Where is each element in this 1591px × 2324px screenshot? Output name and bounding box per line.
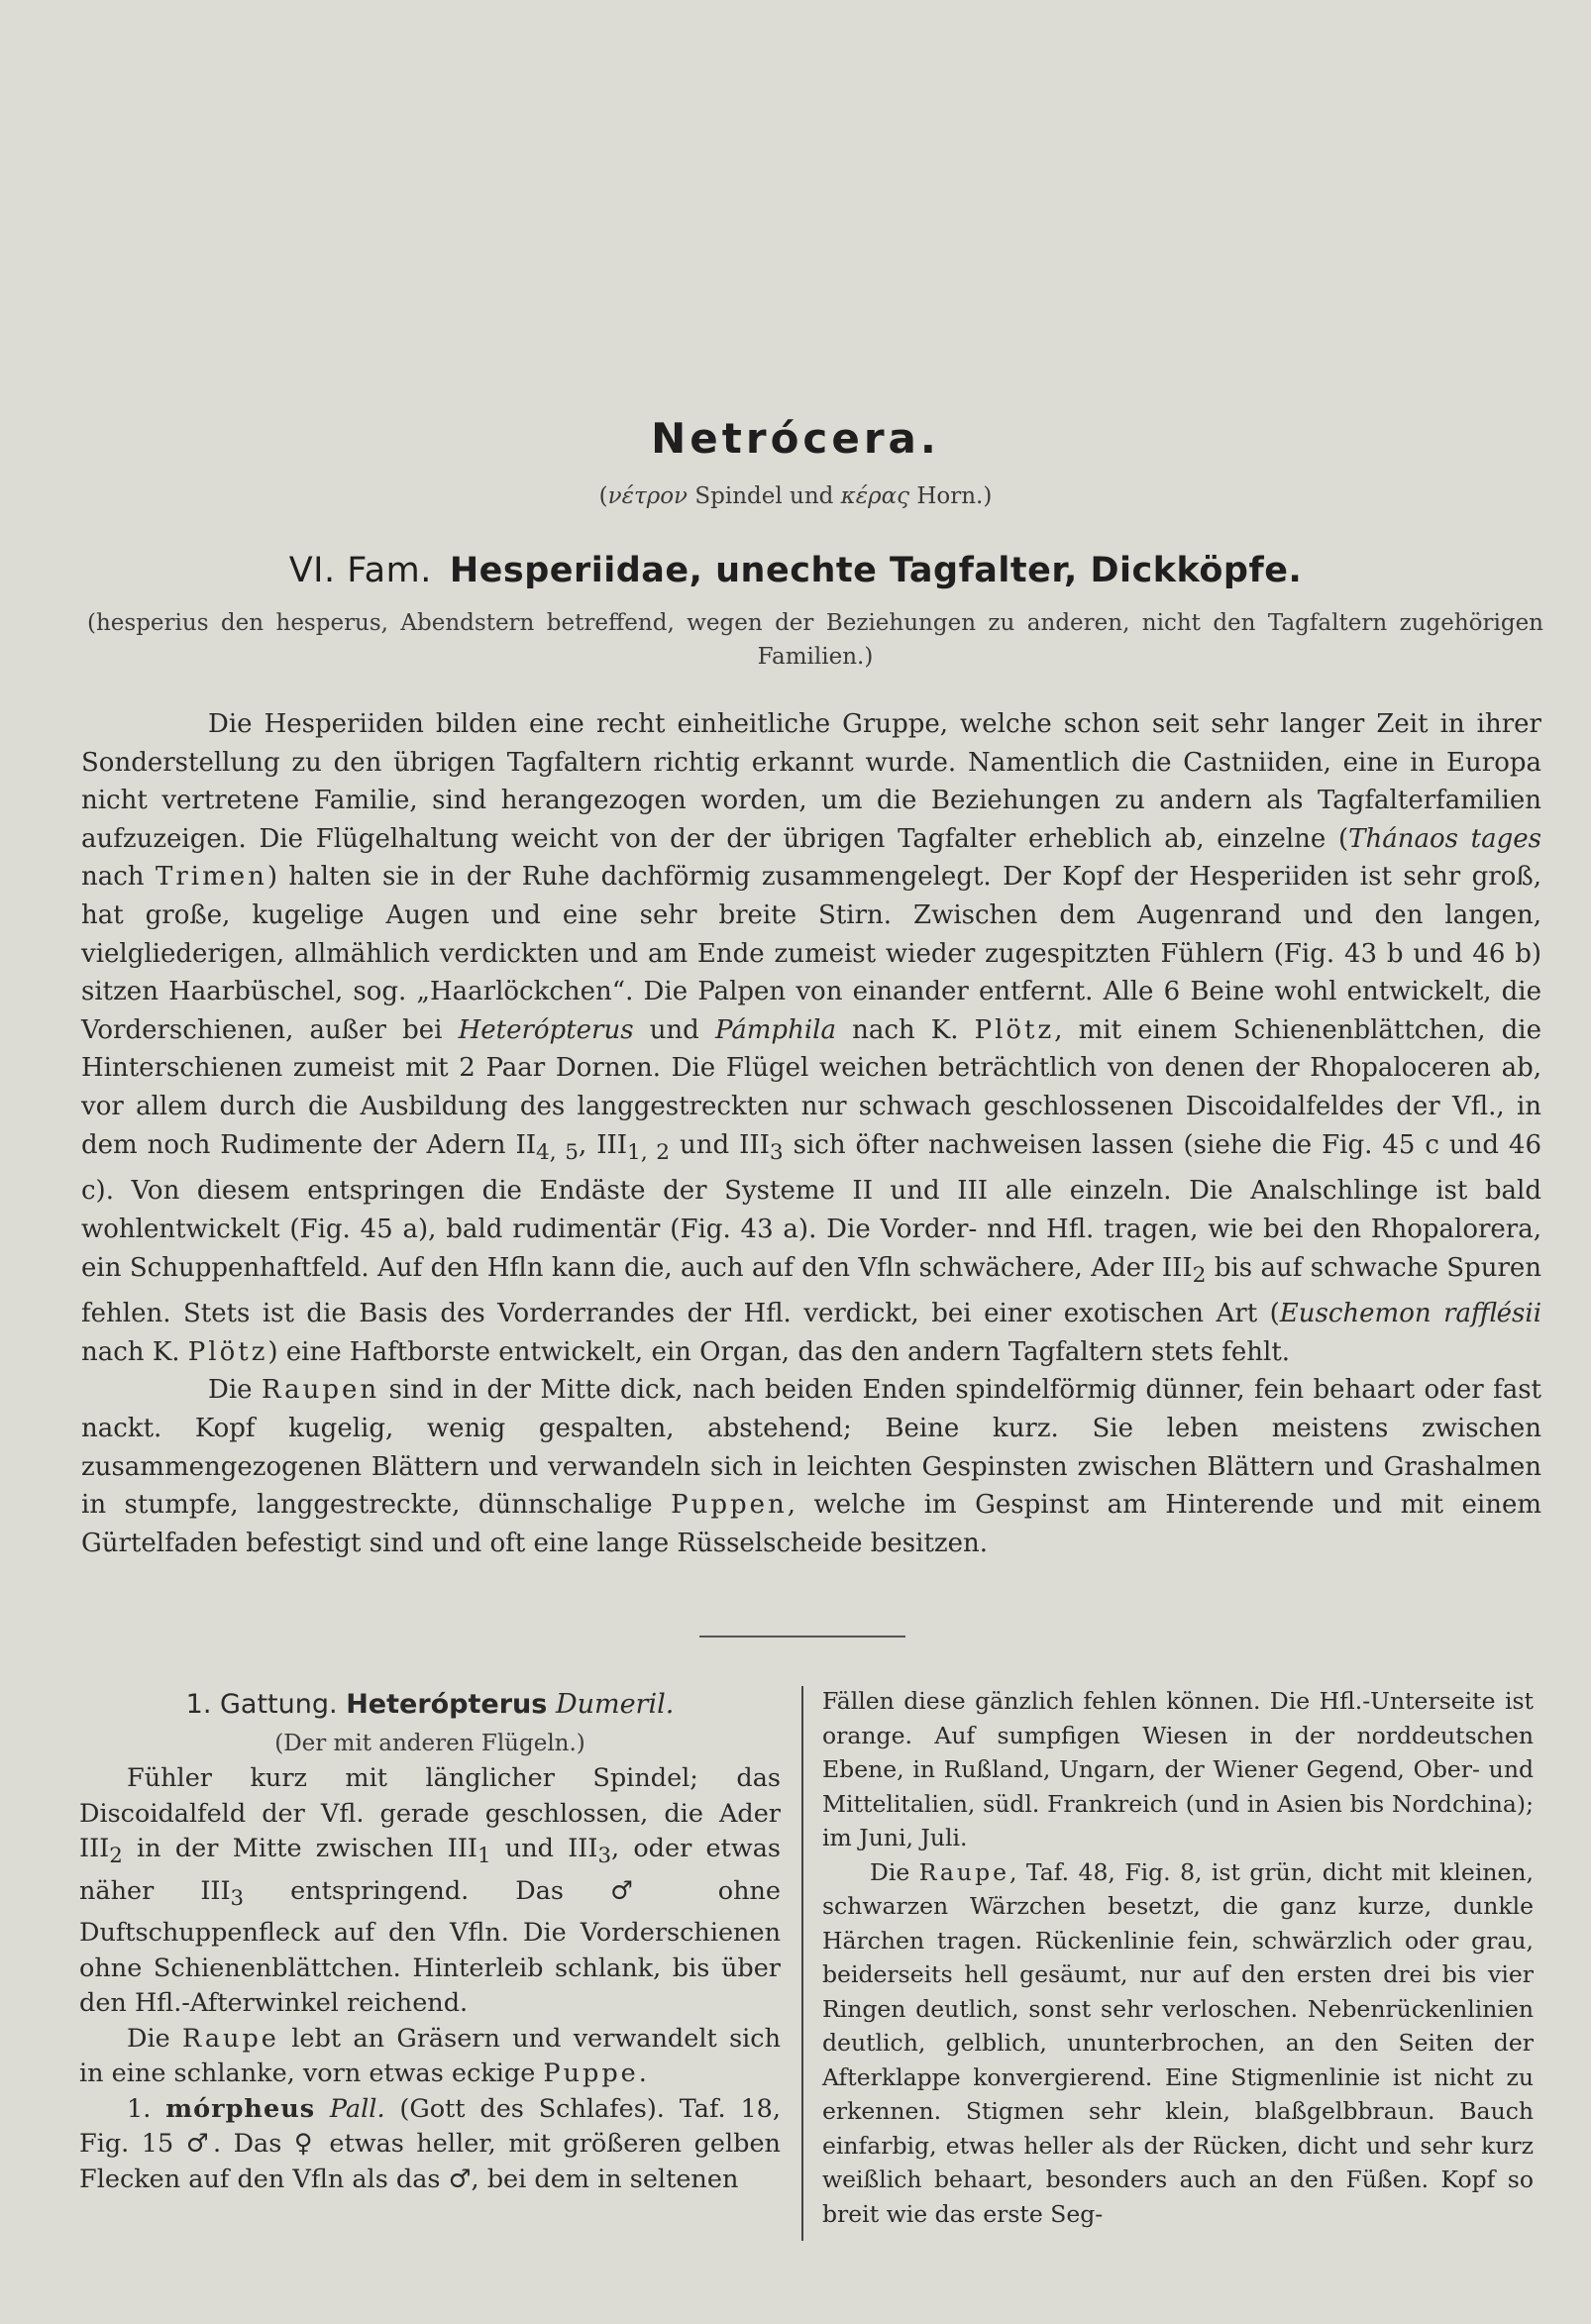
left-column bbox=[79, 1684, 781, 2197]
term-raupen: Raupen bbox=[261, 1375, 380, 1406]
family-heading bbox=[0, 551, 1591, 590]
term-raupe-2: Raupe bbox=[918, 1857, 1010, 1886]
genus-number: 1. Gattung. bbox=[185, 1689, 338, 1720]
etym-end: Horn.) bbox=[909, 483, 993, 509]
taxon-thanaos: Thánaos tages bbox=[1348, 823, 1541, 854]
genus-author: Dumeril. bbox=[555, 1689, 675, 1720]
page-title: Netrócera. bbox=[651, 414, 940, 463]
term-puppen: Puppen bbox=[671, 1490, 788, 1521]
etym-open: ( bbox=[598, 483, 608, 509]
species-name: mórpheus bbox=[165, 2093, 316, 2124]
author-ploetz: Plötz bbox=[974, 1014, 1055, 1045]
species-author: Pall. bbox=[315, 2093, 385, 2124]
column-divider bbox=[801, 1686, 803, 2241]
genus-name: Heterópterus bbox=[346, 1689, 548, 1720]
taxon-euschemon: Euschemon rafflésii bbox=[1279, 1299, 1542, 1329]
intro-text bbox=[81, 705, 1541, 1562]
genus-etymology: (Der mit anderen Flügeln.) bbox=[274, 1731, 585, 1756]
greek-word-keras: κέρας bbox=[840, 483, 910, 509]
species-continued: Fällen diese gänzlich fehlen können. Die Hfl.-Unterseite ist orange. Auf sumpfigen Wiesen in der norddeutschen Ebene, in Rußland, Ungarn, der Wiener Gegend, Ober- und Mittelitalien, südl. Frankreich (und in Asien bis Nordchina); im Juni, Juli. bbox=[822, 1687, 1534, 1851]
species-entry: 1. mórpheus Pall. (Gott des Schlafes). Taf. 18, Fig. 15 ♂. Das ♀ etwas heller, mit größeren gelben Flecken auf den Vfln als das ♂, bei dem in seltenen bbox=[79, 2093, 781, 2194]
term-puppe: Puppe bbox=[543, 2059, 639, 2089]
intro-paragraph-2: Die Raupen sind in der Mitte dick, nach beiden Enden spindelförmig dünner, fein behaart oder fast nackt. Kopf kugelig, wenig gespalten, abstehend; Beine kurz. Sie leben meistens zwischen zusammengezogenen Blättern und verwandeln sich in leichten Gespinsten zwischen Blättern und Grashalmen in stumpfe, langgestreckte, dünnschalige Puppen, welche im Gespinst am Hinterende und mit einem Gürtelfaden befestigt sind und oft eine lange Rüsselscheide besitzen. bbox=[81, 1375, 1541, 1558]
family-etymology: (hesperius den hesperus, Abendstern betreffend, wegen der Beziehungen zu anderen, nicht den Tagfaltern zugehörigen Familien.) bbox=[87, 610, 1543, 670]
larva-paragraph: Die Raupe lebt an Gräsern und verwandelt sich in eine schlanke, vorn etwas eckige Puppe. bbox=[79, 2023, 782, 2089]
genus-description: Fühler kurz mit länglicher Spindel; das Discoidalfeld der Vfl. gerade geschlossen, die Ader $III_2$ in der Mitte zwischen $III_1$ und $III_3$, oder etwas näher $III_3$ entspringend. Das ♂ ohne Duftschuppenfleck auf den Vfln. Die Vorderschienen ohne Schienenblättchen. Hinterleib schlank, bis über den Hfl.-Afterwinkel reichend. bbox=[79, 1763, 782, 2019]
larva-description: Die Raupe, Taf. 48, Fig. 8, ist grün, dicht mit kleinen, schwarzen Wärzchen besetzt, die ganz kurze, dunkle Härchen tragen. Rückenlinie fein, schwärzlich oder grau, beiderseits hell gesäumt, nur auf den ersten drei bis vier Ringen deutlich, sonst sehr verloschen. Nebenrückenlinien deutlich, gelblich, ununterbrochen, an den Seiten der Afterklappe konvergierend. Eine Stigmenlinie ist nicht zu erkennen. Stigmen sehr klein, blaßgelbbraun. Bauch einfarbig, etwas heller als der Rücken, dicht und sehr kurz weißlich behaart, besonders auch an den Füßen. Kopf so breit wie das erste Seg- bbox=[822, 1857, 1534, 2228]
etym-middle: Spindel und bbox=[688, 483, 841, 509]
intro-paragraph-1: Die Hesperiiden bilden eine recht einheitliche Gruppe, welche schon seit sehr langer Zeit in ihrer Sonderstellung zu den übrigen Tagfaltern richtig erkannt wurde. Namentlich die Castniiden, eine in Europa nicht vertretene Familie, sind herangezogen worden, um die Beziehungen zu andern als Tagfalterfamilien aufzuzeigen. Die Flügelhaltung weicht von der der übrigen Tagfalter erheblich ab, einzelne (Thánaos tages nach Trimen) halten sie in der Ruhe dachförmig zusammengelegt. Der Kopf der Hesperiiden ist sehr groß, hat große, kugelige Augen und eine sehr breite Stirn. Zwischen dem Augenrand und den langen, vielgliederigen, allmählich verdickten und am Ende zumeist wieder zugespitzten Fühlern (Fig. 43 b und 46 b) sitzen Haarbüschel, sog. „Haarlöckchen“. Die Palpen von einander entfernt. Alle 6 Beine wohl entwickelt, die Vorderschienen, außer bei Heterópterus und Pámphila nach K. Plötz, mit einem Schienenblättchen, die Hinterschienen zumeist mit 2 Paar Dornen. Die Flügel weichen beträchtlich von denen der Rhopaloceren ab, vor allem durch die Ausbildung des langgestreckten nur schwach geschlossenen Discoidalfeldes der Vfl., in dem noch Rudimente der Adern $II_{4, 5}$, $III_{1, 2}$ und $III_3$ sich öfter nachweisen lassen (siehe die Fig. 45 c und 46 c). Von diesem entspringen die Endäste der Systeme II und III alle einzeln. Die Analschlinge ist bald wohlentwickelt (Fig. 45 a), bald rudimentär (Fig. 43 a). Die Vorder- nnd Hfl. tragen, wie bei den Rhopalorera, ein Schuppenhaftfeld. Auf den Hfln kann die, auch auf den Vfln schwächere, Ader $III_2$ bis auf schwache Spuren fehlen. Stets ist die Basis des Vorderrandes der Hfl. verdickt, bei einer exotischen Art (Euschemon rafflésii nach K. Plötz) eine Haftborste entwickelt, ein Organ, das den andern Tagfaltern stets fehlt. bbox=[81, 709, 1542, 1367]
genus-heading bbox=[79, 1684, 781, 1726]
term-raupe: Raupe bbox=[182, 2023, 279, 2054]
family-number: VI. Fam. bbox=[288, 551, 432, 590]
right-column bbox=[822, 1684, 1534, 2231]
family-name: Hesperiidae, unechte Tagfalter, Dickköpfe. bbox=[449, 551, 1303, 590]
author-trimen: Trimen bbox=[155, 862, 267, 893]
etymology-note bbox=[0, 483, 1591, 509]
taxon-heteropterus: Heterópterus bbox=[458, 1014, 634, 1045]
greek-word-netron: νέτρον bbox=[607, 483, 689, 509]
author-ploetz-2: Plötz bbox=[187, 1336, 268, 1367]
section-divider bbox=[699, 1636, 905, 1637]
taxon-pamphila: Pámphila bbox=[714, 1014, 836, 1045]
